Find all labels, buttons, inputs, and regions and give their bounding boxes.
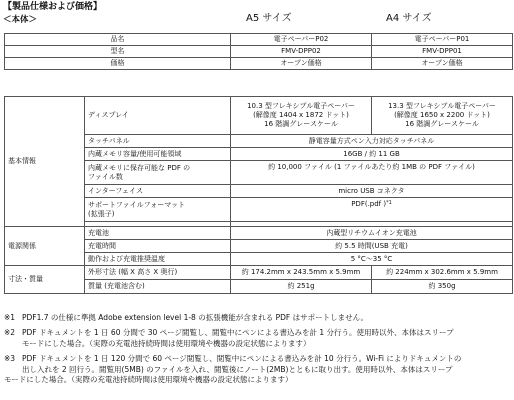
section-subheading: ＜本体＞	[3, 15, 38, 25]
footnote-text: 出し入れを 2 回行う。閲覧用(5MB) のファイルを入れ、閲覧後にノート(2MB)とともに取り出す。使用時以外、本体はスリープ	[22, 364, 453, 374]
column-header-a5: A5 サイズ	[246, 13, 292, 24]
footnote-mark: ※1	[4, 313, 16, 322]
product-name-table	[4, 33, 513, 70]
a5-display	[231, 97, 372, 135]
file-format-label-line: (拡張子)	[88, 209, 115, 218]
footnote-text: PDF ドキュメントを 1 日 60 分間で 30 ページ閲覧し、閲覧中にペンによる書込みを計 1 分行う。使用時以外、本体はスリープ	[22, 327, 454, 337]
row-label-interface: インターフェイス	[85, 185, 231, 198]
row-label-file-format	[85, 198, 231, 222]
footnote-3	[4, 354, 512, 387]
page-heading: 【製品仕様および価格】	[3, 2, 103, 12]
footnote-text: モードにした場合。（実際の充電池持続時間は使用環境や機器の設定状態によります）	[4, 375, 293, 385]
row-label-display: ディスプレイ	[85, 97, 231, 135]
category-basic-info: 基本情報	[5, 97, 85, 227]
file-count-label-line: ファイル数	[88, 172, 123, 181]
row-label-battery: 充電池	[85, 227, 231, 240]
footnote-text: PDF ドキュメントを 1 日 120 分間で 60 ページ閲覧し、閲覧中にペンによる書込みを計 10 分行う。Wi-Fi によりドキュメントの	[22, 353, 462, 363]
a5-product-name: 電子ペーパーP02	[231, 34, 372, 46]
a5-model: FMV-DPP02	[231, 46, 372, 58]
a5-display-line: (解像度 1404 x 1872 ドット)	[253, 111, 349, 120]
touch-panel-value: 静電容量方式ペン入力対応タッチパネル	[231, 135, 513, 148]
file-format-label-line: サポートファイルフォーマット	[88, 200, 186, 209]
row-label-model: 型名	[5, 46, 231, 58]
a5-dimensions: 約 174.2mm x 243.5mm x 5.9mm	[231, 266, 372, 280]
row-label-price: 価格	[5, 58, 231, 70]
row-label-touch-panel: タッチパネル	[85, 135, 231, 148]
table-row	[5, 58, 513, 70]
table-row	[5, 266, 513, 280]
a5-display-line: 10.3 型フレキシブル電子ペーパー	[247, 102, 355, 111]
a4-display	[372, 97, 513, 135]
row-label-product-name: 品名	[5, 34, 231, 46]
battery-value: 内蔵型リチウムイオン充電池	[231, 227, 513, 240]
charge-time-value: 約 5.5 時間(USB 充電)	[231, 240, 513, 253]
interface-value: micro USB コネクタ	[231, 185, 513, 198]
footnote-1	[4, 313, 512, 324]
memory-value: 16GB / 約 11 GB	[231, 148, 513, 161]
a5-display-line: 16 階調グレースケール	[264, 119, 338, 128]
file-count-value: 約 10,000 ファイル (1 ファイルあたり約 1MB の PDF ファイル)	[231, 161, 513, 185]
a4-model: FMV-DPP01	[372, 46, 513, 58]
footnote-mark: ※3	[4, 353, 16, 363]
a4-weight: 約 350g	[372, 280, 513, 294]
table-row	[5, 46, 513, 58]
category-size-weight: 寸法・質量	[5, 266, 85, 294]
footnote-mark: ※2	[4, 327, 16, 337]
row-label-temperature: 動作および充電推奨温度	[85, 253, 231, 266]
a4-price: オープン価格	[372, 58, 513, 70]
a5-weight: 約 251g	[231, 280, 372, 294]
file-format-value	[231, 198, 513, 222]
column-header-a4: A4 サイズ	[386, 13, 432, 24]
category-power: 電源関係	[5, 227, 85, 266]
a4-display-line: 16 階調グレースケール	[405, 119, 479, 128]
footnote-text: モードにした場合。（実際の充電池持続時間は使用環境や機器の設定状態によります）	[22, 338, 311, 348]
footnote-text: PDF1.7 の仕様に準拠 Adobe extension level 1-8 の拡張機能が含まれる PDF はサポートしません。	[22, 313, 369, 322]
row-label-weight: 質量 (充電池含む)	[85, 280, 231, 294]
table-row	[5, 97, 513, 135]
temperature-value: 5 °C～35 °C	[231, 253, 513, 266]
table-row	[5, 34, 513, 46]
file-format-text: PDF(.pdf )	[351, 200, 387, 208]
a4-display-line: 13.3 型フレキシブル電子ペーパー	[388, 102, 496, 111]
a4-display-line: (解像度 1650 x 2200 ドット)	[394, 111, 490, 120]
footnote-2	[4, 328, 512, 350]
a5-price: オープン価格	[231, 58, 372, 70]
footnote-ref: *1	[386, 200, 392, 206]
a4-product-name: 電子ペーパーP01	[372, 34, 513, 46]
footnotes	[4, 313, 512, 390]
row-label-dimensions: 外形寸法 (幅 X 高さ X 奥行)	[85, 266, 231, 280]
row-label-file-count	[85, 161, 231, 185]
row-label-memory: 内蔵メモリ容量/使用可能領域	[85, 148, 231, 161]
spec-table	[4, 96, 513, 294]
row-label-charge-time: 充電時間	[85, 240, 231, 253]
table-row	[5, 227, 513, 240]
file-count-label-line: 内蔵メモリに保存可能な PDF の	[88, 163, 191, 172]
a4-dimensions: 約 224mm x 302.6mm x 5.9mm	[372, 266, 513, 280]
